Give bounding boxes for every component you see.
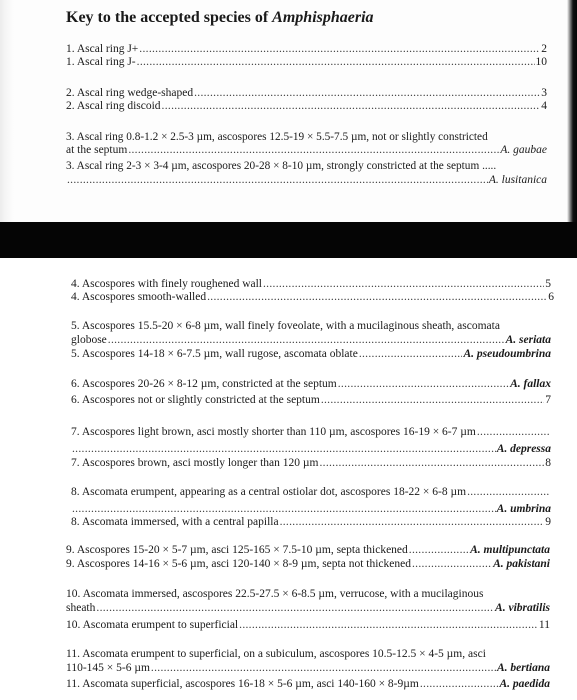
key-line: globose ..... A. seriata bbox=[71, 334, 551, 347]
key-line: 6. Ascospores 20-26 × 8-12 µm, constricted at the septum ..... A. fallax bbox=[71, 378, 551, 391]
key-line: 11. Ascomata erumpent to superficial, on a subiculum, ascospores 10.5-12.5 × 4-5 µm, asci bbox=[66, 648, 486, 660]
key-line: 6. Ascospores not or slightly constricted at the septum ..... 7 bbox=[71, 394, 551, 407]
key-line: 8. Ascomata erumpent, appearing as a central ostiolar dot, ascospores 18-22 × 6-8 µm ..... bbox=[71, 486, 551, 499]
key-line: 10. Ascomata erumpent to superficial ..... 11 bbox=[66, 619, 550, 632]
page-title: Key to the accepted species of Amphisphaeria bbox=[66, 9, 374, 26]
key-line: 11. Ascomata superficial, ascospores 16-18 × 5-6 µm, asci 140-160 × 8-9µm ..... A. paedida bbox=[66, 678, 550, 691]
key-line: 5. Ascospores 14-18 × 6-7.5 µm, wall rugose, ascomata oblate ..... A. pseudoumbrina bbox=[71, 348, 551, 361]
key-line: 1. Ascal ring J+ ..... 2 bbox=[66, 43, 547, 56]
key-line: 5. Ascospores 15.5-20 × 6-8 µm, wall finely foveolate, with a mucilaginous sheath, ascomata bbox=[71, 320, 500, 332]
key-line: ..... A. depressa bbox=[71, 443, 551, 456]
genus-name: Amphisphaeria bbox=[272, 9, 374, 26]
key-line: 4. Ascospores with finely roughened wall ..... 5 bbox=[71, 278, 551, 291]
key-line: 10. Ascomata immersed, ascospores 22.5-27.5 × 6-8.5 µm, verrucose, with a mucilaginous bbox=[66, 588, 484, 600]
key-line: 110-145 × 5-6 µm ..... A. bertiana bbox=[66, 662, 550, 675]
key-line: 9. Ascospores 15-20 × 5-7 µm, asci 125-165 × 7.5-10 µm, septa thickened ..... A. multipunctata bbox=[66, 544, 550, 557]
key-line: 2. Ascal ring discoid ..... 4 bbox=[66, 100, 547, 113]
scan-gap-band bbox=[0, 222, 577, 258]
key-line: ..... A. lusitanica bbox=[66, 174, 547, 187]
key-line: 7. Ascospores brown, asci mostly longer than 120 µm ..... 8 bbox=[71, 457, 551, 470]
key-line: 9. Ascospores 14-16 × 5-6 µm, asci 120-140 × 8-9 µm, septa not thickened ..... A. pakistani bbox=[66, 558, 550, 571]
key-line: 2. Ascal ring wedge-shaped ..... 3 bbox=[66, 87, 547, 100]
key-line: 3. Ascal ring 0.8-1.2 × 2.5-3 µm, ascospores 12.5-19 × 5.5-7.5 µm, not or slightly constricted bbox=[66, 131, 488, 143]
key-line: at the septum ..... A. gaubae bbox=[66, 144, 547, 157]
key-line: 1. Ascal ring J- ..... 10 bbox=[66, 56, 547, 69]
key-line: 4. Ascospores smooth-walled ..... 6 bbox=[71, 291, 554, 304]
key-line: 8. Ascomata immersed, with a central papilla ..... 9 bbox=[71, 516, 551, 529]
key-line: 3. Ascal ring 2-3 × 3-4 µm, ascospores 20-28 × 8-10 µm, strongly constricted at the septum ..... bbox=[66, 160, 497, 172]
key-line: sheath ..... A. vibratilis bbox=[66, 602, 550, 615]
key-line: 7. Ascospores light brown, asci mostly shorter than 110 µm, ascospores 16-19 × 6-7 µm ..... bbox=[71, 426, 551, 439]
key-line: ..... A. umbrina bbox=[71, 503, 551, 516]
page-edge-shadow bbox=[567, 0, 577, 222]
